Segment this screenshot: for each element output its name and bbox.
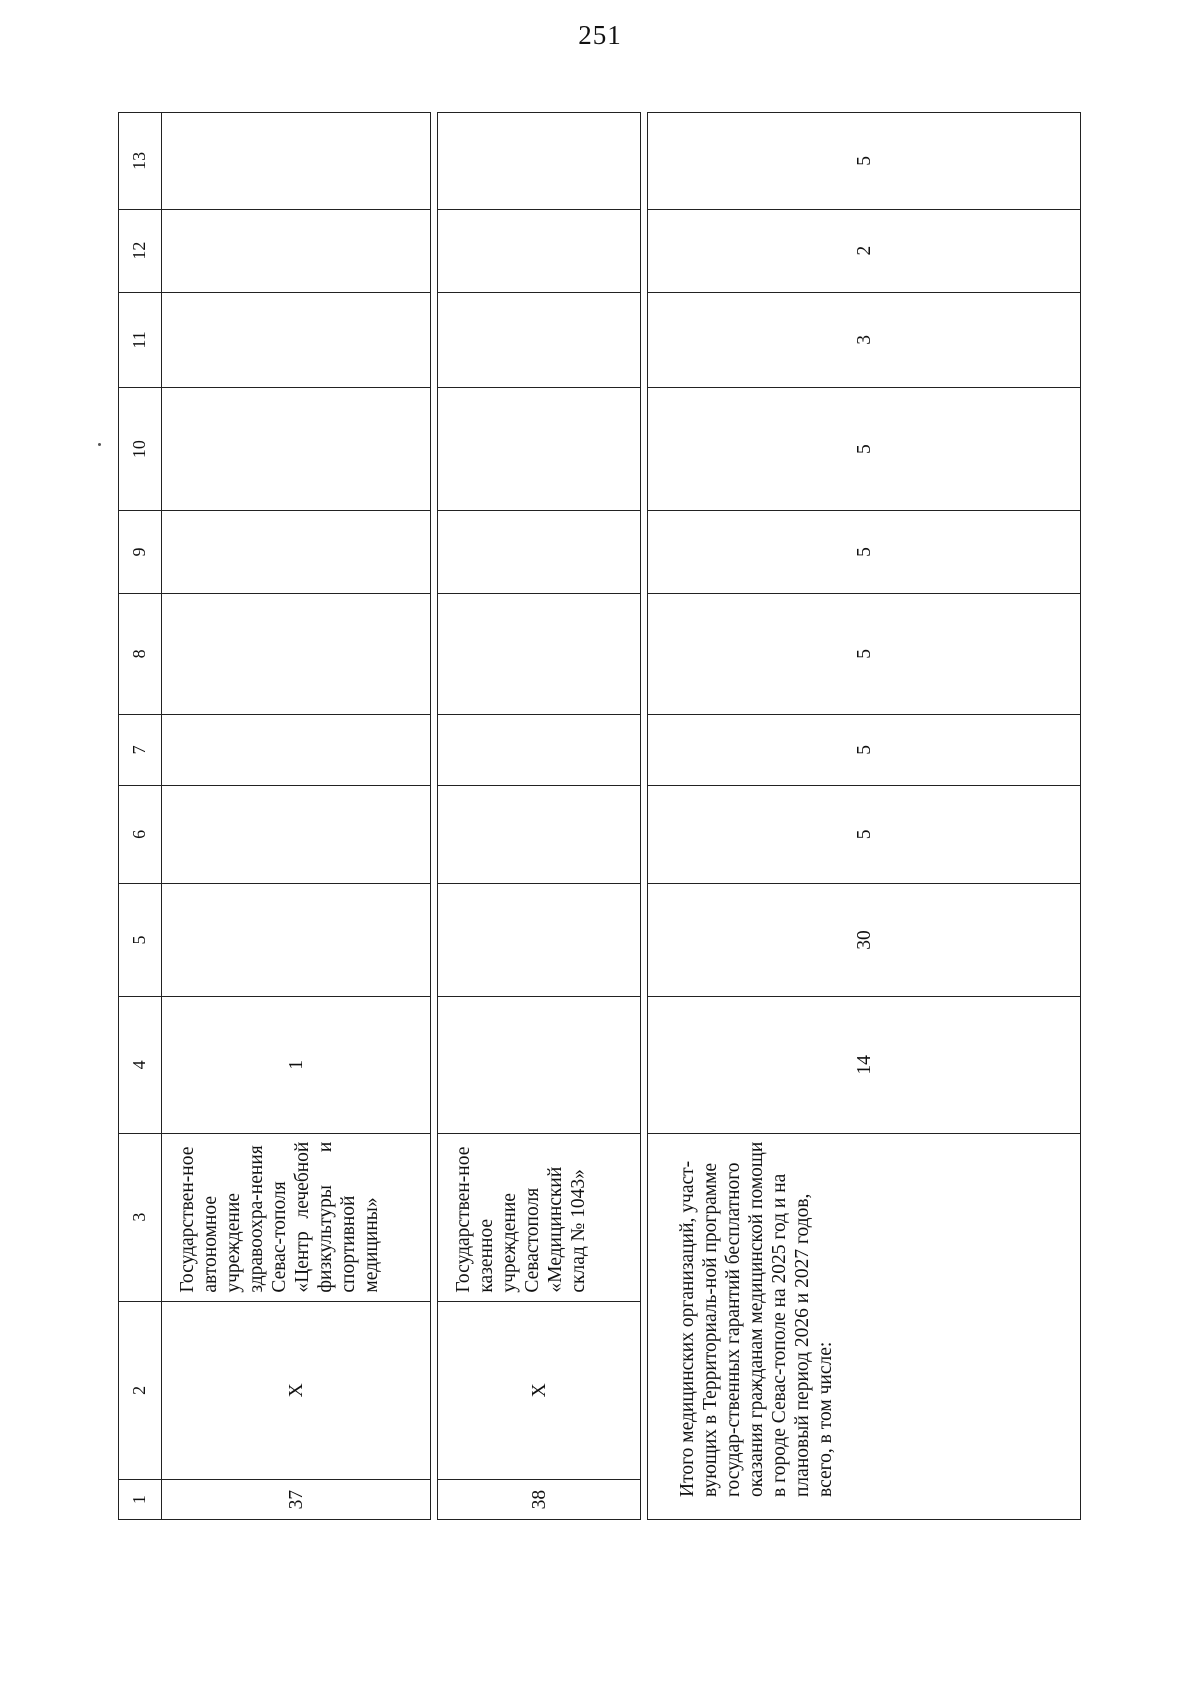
total-col8: 5 <box>648 593 1081 714</box>
total-col4: 14 <box>648 997 1081 1134</box>
cell-col12 <box>162 209 431 292</box>
row-number: 38 <box>438 1480 641 1520</box>
total-col10: 5 <box>648 388 1081 511</box>
scan-speck <box>98 443 101 446</box>
cell-col4: 1 <box>162 997 431 1134</box>
cell-col9 <box>162 511 431 594</box>
total-row <box>648 113 1081 1520</box>
total-col9: 5 <box>648 511 1081 594</box>
cell-col4 <box>438 997 641 1134</box>
cell-col6 <box>438 786 641 884</box>
row-number: 37 <box>162 1480 431 1520</box>
cell-col9 <box>438 511 641 594</box>
cell-col7 <box>162 714 431 785</box>
table-row <box>438 113 641 1520</box>
column-number-header: 12 <box>119 209 162 292</box>
cell-col10 <box>438 388 641 511</box>
cell-col11 <box>162 292 431 388</box>
column-number-header: 1 <box>119 1480 162 1520</box>
cell-col5 <box>162 883 431 996</box>
cell-col2: X <box>162 1301 431 1479</box>
column-number-header: 8 <box>119 593 162 714</box>
column-number-header: 9 <box>119 511 162 594</box>
cell-col8 <box>438 593 641 714</box>
column-number-header: 3 <box>119 1133 162 1301</box>
cell-col13 <box>162 113 431 210</box>
column-number-header: 2 <box>119 1301 162 1479</box>
rotated-table-container <box>118 112 1050 1520</box>
cell-col12 <box>438 209 641 292</box>
column-number-header: 10 <box>119 388 162 511</box>
total-col13: 5 <box>648 113 1081 210</box>
row-separator <box>431 113 438 1520</box>
column-number-header: 13 <box>119 113 162 210</box>
total-col5: 30 <box>648 883 1081 996</box>
total-label: Итого медицинских организаций, участ-вующих в Территориаль-ной программе государ-ственных гарантий бесплатного оказания гражданам медицинской помощи в городе Севас-тополе на 2025 год и на плановый период 2026 и 2027 годов, всего, в том числе: <box>648 1133 1081 1519</box>
column-number-header: 4 <box>119 997 162 1134</box>
total-col12: 2 <box>648 209 1081 292</box>
cell-col8 <box>162 593 431 714</box>
column-number-header: 5 <box>119 883 162 996</box>
table-row <box>162 113 431 1520</box>
page-number: 251 <box>578 20 622 50</box>
column-number-header: 7 <box>119 714 162 785</box>
cell-col11 <box>438 292 641 388</box>
total-col6: 5 <box>648 786 1081 884</box>
cell-col6 <box>162 786 431 884</box>
cell-col2: X <box>438 1301 641 1479</box>
row-separator <box>641 113 648 1520</box>
cell-col13 <box>438 113 641 210</box>
organization-name: Государствен-ное автономное учреждение здравоохра-нения Севас-тополя «Центр лечебной физкультуры и спортивной медицины» <box>162 1133 431 1301</box>
cell-col5 <box>438 883 641 996</box>
organizations-table <box>118 112 1081 1520</box>
cell-col10 <box>162 388 431 511</box>
total-col7: 5 <box>648 714 1081 785</box>
column-number-header: 11 <box>119 292 162 388</box>
total-col11: 3 <box>648 292 1081 388</box>
separator-cell <box>641 113 648 1520</box>
organization-name: Государствен-ное казенное учреждение Севастополя «Медицинский склад № 1043» <box>438 1133 641 1301</box>
cell-col7 <box>438 714 641 785</box>
separator-cell <box>431 113 438 1520</box>
column-number-header-row <box>119 113 162 1520</box>
column-number-header: 6 <box>119 786 162 884</box>
